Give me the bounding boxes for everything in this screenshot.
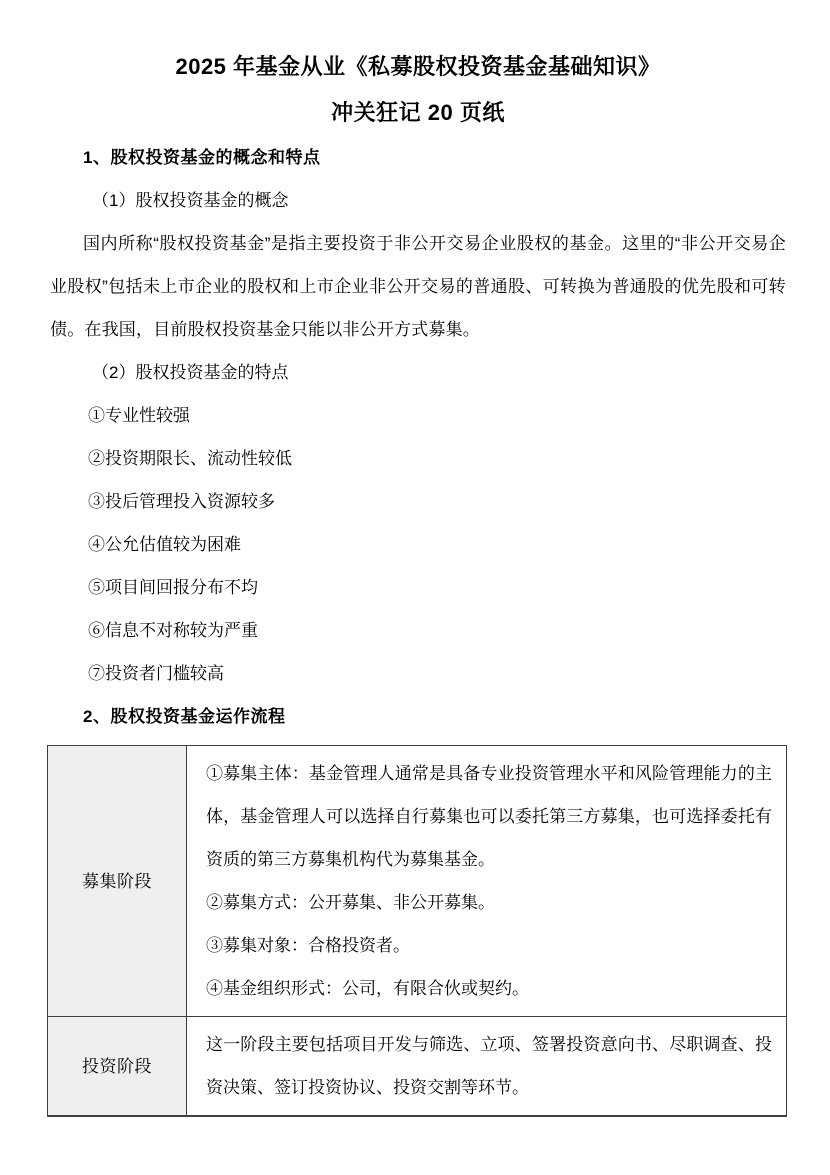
detail-cell-fundraising	[187, 746, 787, 1017]
feature-item-3: ③投后管理投入资源较多	[88, 492, 275, 511]
document-body	[50, 136, 786, 1117]
stage-cell-investment: 投资阶段	[48, 1017, 187, 1117]
table-row-fundraising	[48, 746, 787, 1017]
investment-description: 这一阶段主要包括项目开发与筛选、立项、签署投资意向书、尽职调查、投资决策、签订投资协议、投资交割等环节。	[206, 1035, 772, 1097]
stage-cell-fundraising: 募集阶段	[48, 746, 187, 1017]
fundraising-point-2: ②募集方式：公开募集、非公开募集。	[206, 893, 495, 912]
feature-item-2: ②投资期限长、流动性较低	[88, 449, 292, 468]
feature-item-1: ①专业性较强	[88, 406, 190, 425]
features-list	[50, 394, 786, 695]
process-table	[47, 745, 787, 1117]
document-title-line-2: 冲关狂记 20 页纸	[331, 100, 505, 125]
section-1-features-heading: （2）股权投资基金的特点	[92, 363, 289, 382]
section-1-concept-heading: （1）股权投资基金的概念	[92, 191, 289, 210]
feature-item-7: ⑦投资者门槛较高	[88, 664, 224, 683]
feature-item-5: ⑤项目间回报分布不均	[88, 578, 258, 597]
section-1-heading: 1、股权投资基金的概念和特点	[83, 148, 321, 167]
feature-item-4: ④公允估值较为困难	[88, 535, 241, 554]
fundraising-point-3: ③募集对象：合格投资者。	[206, 936, 410, 955]
feature-item-6: ⑥信息不对称较为严重	[88, 621, 258, 640]
concept-paragraph: 国内所称“股权投资基金”是指主要投资于非公开交易企业股权的基金。这里的“非公开交易企业股权”包括未上市企业的股权和上市企业非公开交易的普通股、可转换为普通股的优先股和可转债。在我国，目前股权投资基金只能以非公开方式募集。	[50, 234, 786, 339]
document-title-line-1: 2025 年基金从业《私募股权投资基金基础知识》	[175, 54, 661, 79]
table-row-investment	[48, 1017, 787, 1117]
fundraising-point-1: ①募集主体：基金管理人通常是具备专业投资管理水平和风险管理能力的主体，基金管理人可以选择自行募集也可以委托第三方募集，也可选择委托有资质的第三方募集机构代为募集基金。	[206, 764, 772, 869]
fundraising-point-4: ④基金组织形式：公司，有限合伙或契约。	[206, 979, 529, 998]
section-2-heading: 2、股权投资基金运作流程	[83, 707, 286, 726]
detail-cell-investment	[187, 1017, 787, 1117]
